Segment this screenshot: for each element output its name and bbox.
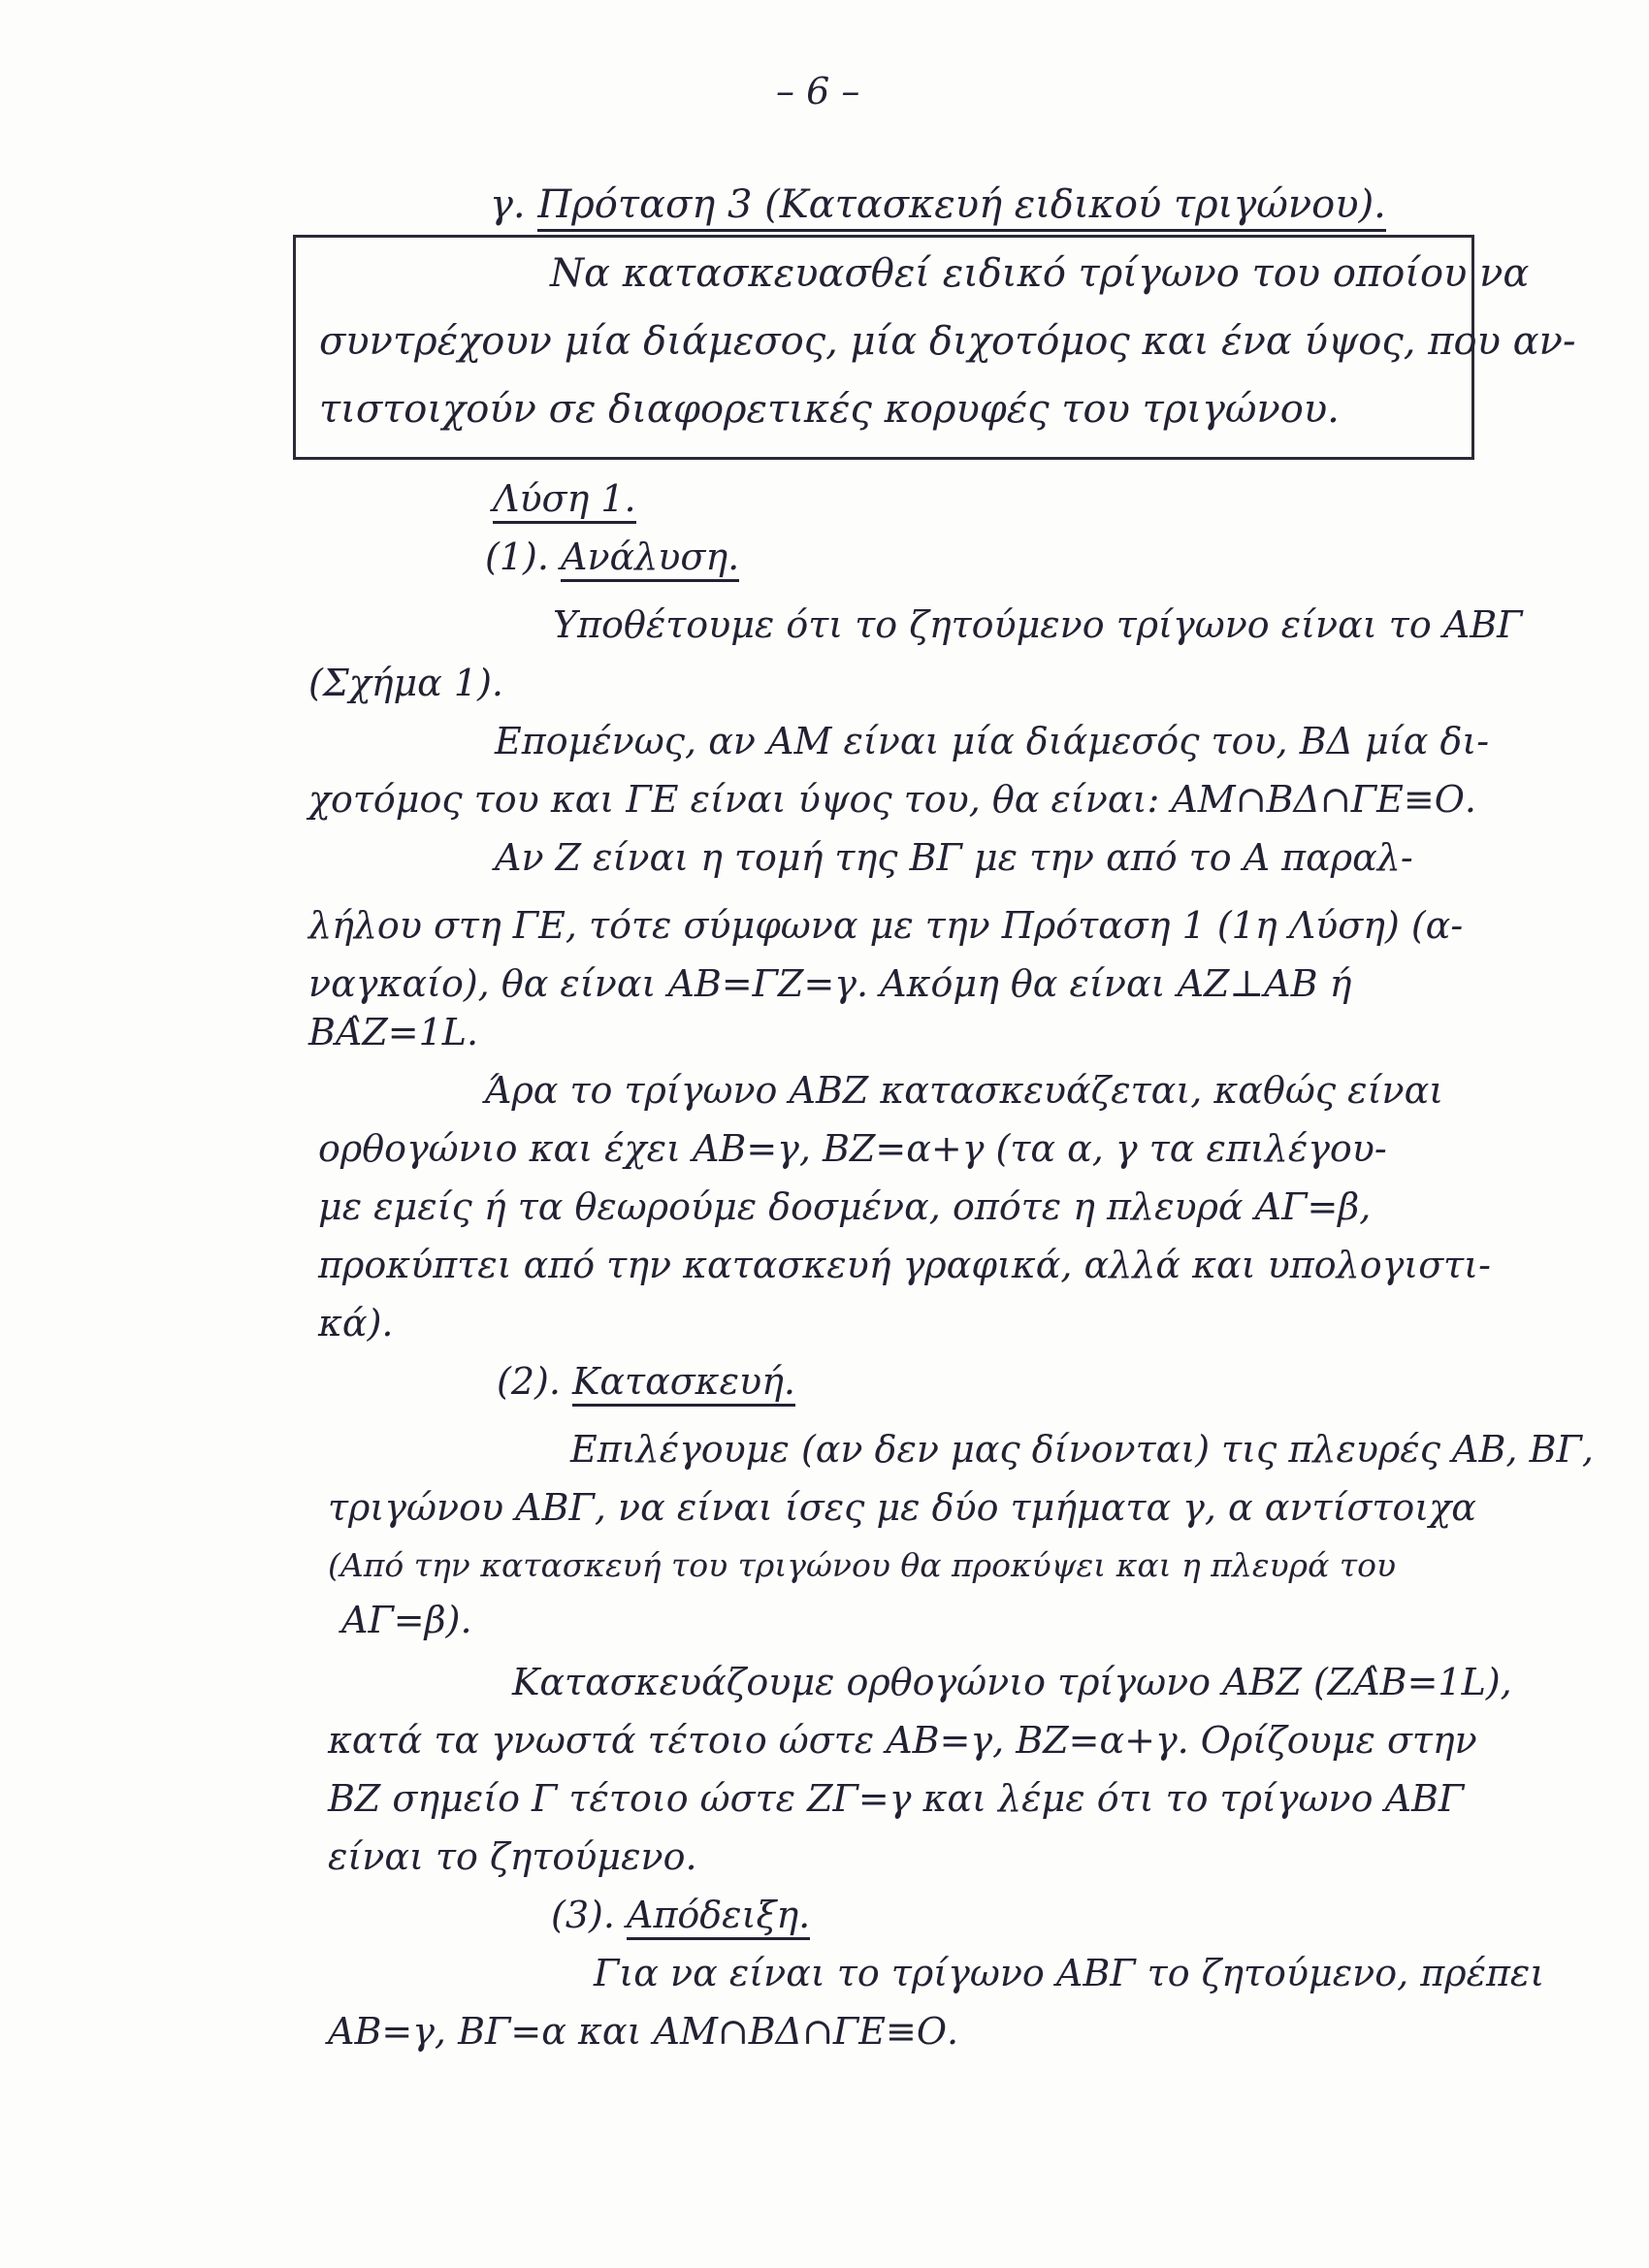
statement-line: συντρέχουν μία διάμεσος, μία διχοτόμος και ένα ύψος, που αν-: [319, 319, 1576, 364]
statement-box: [293, 235, 1576, 460]
construction-line: τριγώνου ΑΒΓ, να είναι ίσες με δύο τμήματα γ, α αντίστοιχα: [328, 1486, 1476, 1529]
proof-line: ΑΒ=γ, ΒΓ=α και ΑΜ∩ΒΔ∩ΓΕ≡Ο.: [328, 2010, 959, 2053]
analysis-line: κά).: [318, 1302, 394, 1345]
analysis-title: Ανάλυση.: [561, 535, 739, 582]
analysis-line: Άρα το τρίγωνο ΑΒΖ κατασκευάζεται, καθώς είναι: [485, 1069, 1444, 1112]
analysis-line: ναγκαίο), θα είναι ΑΒ=ΓΖ=γ. Ακόμη θα είναι ΑΖ⊥ΑΒ ή: [308, 962, 1352, 1005]
page-number: – 6 –: [776, 70, 860, 113]
solution-title: Λύση 1.: [493, 477, 636, 520]
analysis-line: (Σχήμα 1).: [308, 662, 504, 704]
analysis-line: ΒΑ̂Ζ=1L.: [308, 1011, 479, 1053]
construction-line: είναι το ζητούμενο.: [328, 1835, 697, 1878]
construction-title: Κατασκευή.: [572, 1360, 795, 1407]
statement-line: Να κατασκευασθεί ειδικό τρίγωνο του οποίου να: [550, 251, 1530, 296]
construction-heading: (2). Κατασκευή.: [497, 1360, 795, 1403]
analysis-line: λήλου στη ΓΕ, τότε σύμφωνα με την Πρόταση 1 (1η Λύση) (α-: [308, 904, 1464, 947]
heading-title: Πρόταση 3 (Κατασκευή ειδικού τριγώνου).: [537, 182, 1386, 232]
heading-prefix: γ.: [490, 182, 526, 227]
construction-line: κατά τα γνωστά τέτοιο ώστε ΑΒ=γ, ΒΖ=α+γ. Ορίζουμε στην: [328, 1719, 1477, 1762]
analysis-line: Υποθέτουμε ότι το ζητούμενο τρίγωνο είναι το ΑΒΓ: [553, 603, 1523, 646]
construction-line: ΑΓ=β).: [341, 1599, 472, 1641]
construction-line: Επιλέγουμε (αν δεν μας δίνονται) τις πλευρές ΑΒ, ΒΓ,: [570, 1428, 1594, 1471]
proof-title: Απόδειξη.: [627, 1894, 810, 1940]
proposition-heading: [490, 182, 1386, 227]
analysis-line: με εμείς ή τα θεωρούμε δοσμένα, οπότε η πλευρά ΑΓ=β,: [318, 1185, 1372, 1228]
statement-line: τιστοιχούν σε διαφορετικές κορυφές του τριγώνου.: [319, 387, 1340, 432]
proof-line: Για να είναι το τρίγωνο ΑΒΓ το ζητούμενο, πρέπει: [594, 1952, 1545, 1994]
analysis-line: χοτόμος του και ΓΕ είναι ύψος του, θα είναι: ΑΜ∩ΒΔ∩ΓΕ≡Ο.: [308, 778, 1476, 821]
proof-heading: (3). Απόδειξη.: [551, 1894, 810, 1936]
analysis-heading: (1). Ανάλυση.: [485, 535, 739, 578]
analysis-line: προκύπτει από την κατασκευή γραφικά, αλλά και υπολογιστι-: [318, 1244, 1491, 1286]
construction-line: Κατασκευάζουμε ορθογώνιο τρίγωνο ΑΒΖ (ΖΑ̂Β=1L),: [512, 1661, 1512, 1703]
construction-line: ΒΖ σημείο Γ τέτοιο ώστε ΖΓ=γ και λέμε ότι το τρίγωνο ΑΒΓ: [328, 1777, 1465, 1820]
construction-line: (Από την κατασκευή του τριγώνου θα προκύψει και η πλευρά του: [328, 1546, 1397, 1584]
analysis-line: Επομένως, αν ΑΜ είναι μία διάμεσός του, ΒΔ μία δι-: [495, 720, 1490, 762]
analysis-line: ορθογώνιο και έχει ΑΒ=γ, ΒΖ=α+γ (τα α, γ τα επιλέγου-: [318, 1127, 1387, 1170]
analysis-line: Αν Ζ είναι η τομή της ΒΓ με την από το Α παραλ-: [495, 836, 1413, 879]
